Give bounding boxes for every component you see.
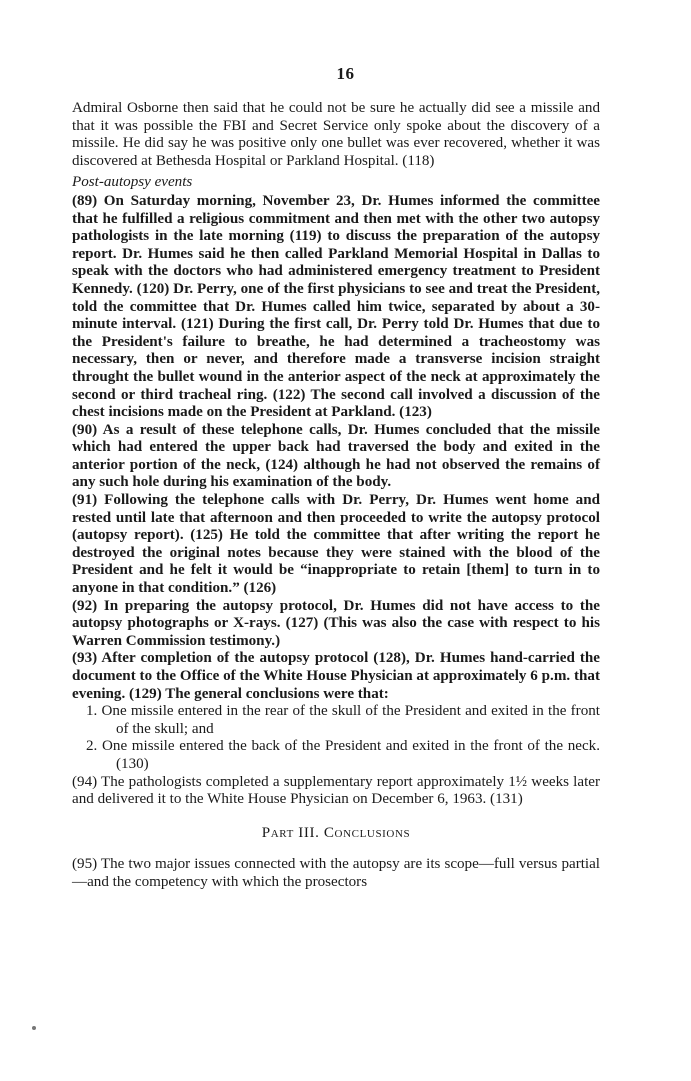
paragraph-90: (90) As a result of these telephone calls, Dr. Humes concluded that the missile which had entered the upper back had traversed the body and exited in the anterior portion of the neck, (124) although he had not observed the remains of any such hole during his examination of the body. — [72, 421, 600, 491]
paragraph-89: (89) On Saturday morning, November 23, Dr. Humes informed the committee that he fulfilled a religious commitment and then met with the other two autopsy pathologists in the late morning (119) to discuss the preparation of the autopsy report. Dr. Humes said he then called Parkland Memorial Hospital in Dallas to speak with the doctors who had administered emergency treatment to President Kennedy. (120) Dr. Perry, one of the first physicians to see and treat the President, told the committee that Dr. Humes called him twice, separated by about a 30-minute interval. (121) During the first call, Dr. Perry told Dr. Humes that due to the President's failure to breathe, he had determined a tracheostomy was necessary, then or never, and therefore made a transverse incision straight throught the bullet wound in the anterior aspect of the neck at approximately the second or third tracheal ring. (122) The second call involved a discussion of the chest incisions made on the President at Parkland. (123) — [72, 192, 600, 421]
conclusions-list — [72, 703, 600, 773]
list-item: 2. One missile entered the back of the President and exited in the front of the neck. (130) — [86, 738, 600, 772]
subheading-post-autopsy: Post-autopsy events — [72, 174, 193, 191]
document-body — [72, 100, 600, 892]
paragraph-94: (94) The pathologists completed a supplementary report approximately 1½ weeks later and delivered it to the White House Physician on December 6, 1963. (131) — [72, 773, 600, 808]
paragraph-93: (93) After completion of the autopsy protocol (128), Dr. Humes hand-carried the document to the Office of the White House Physician at approximately 6 p.m. that evening. (129) The general conclusions were that: — [72, 650, 600, 702]
paragraph-92: (92) In preparing the autopsy protocol, Dr. Humes did not have access to the autopsy photographs or X-rays. (127) (This was also the case with respect to his Warren Commission testimony.) — [72, 597, 600, 649]
list-item: 1. One missile entered in the rear of the skull of the President and exited in the front of the skull; and — [86, 703, 600, 737]
intro-paragraph: Admiral Osborne then said that he could not be sure he actually did see a missile and that it was possible the FBI and Secret Service only spoke about the discovery of a missile. He did say he was positive only one bullet was ever recovered, whether it was discovered at Bethesda Hospital or Parkland Hospital. (118) — [72, 100, 600, 169]
page-number: 16 — [336, 64, 355, 83]
paragraph-95: (95) The two major issues connected with the autopsy are its scope—full versus partial—and the competency with which the prosectors — [72, 856, 600, 890]
margin-speck — [32, 1026, 36, 1030]
paragraph-91: (91) Following the telephone calls with Dr. Perry, Dr. Humes went home and rested until late that afternoon and then proceeded to write the autopsy protocol (autopsy report). (125) He told the committee that after writing the report he destroyed the original notes because they were stained with the blood of the President and he felt it would be “inappropriate to retain [them] to turn in to anyone in that condition.” (126) — [72, 492, 600, 597]
section-heading-part-iii: Part III. Conclusions — [261, 824, 411, 841]
